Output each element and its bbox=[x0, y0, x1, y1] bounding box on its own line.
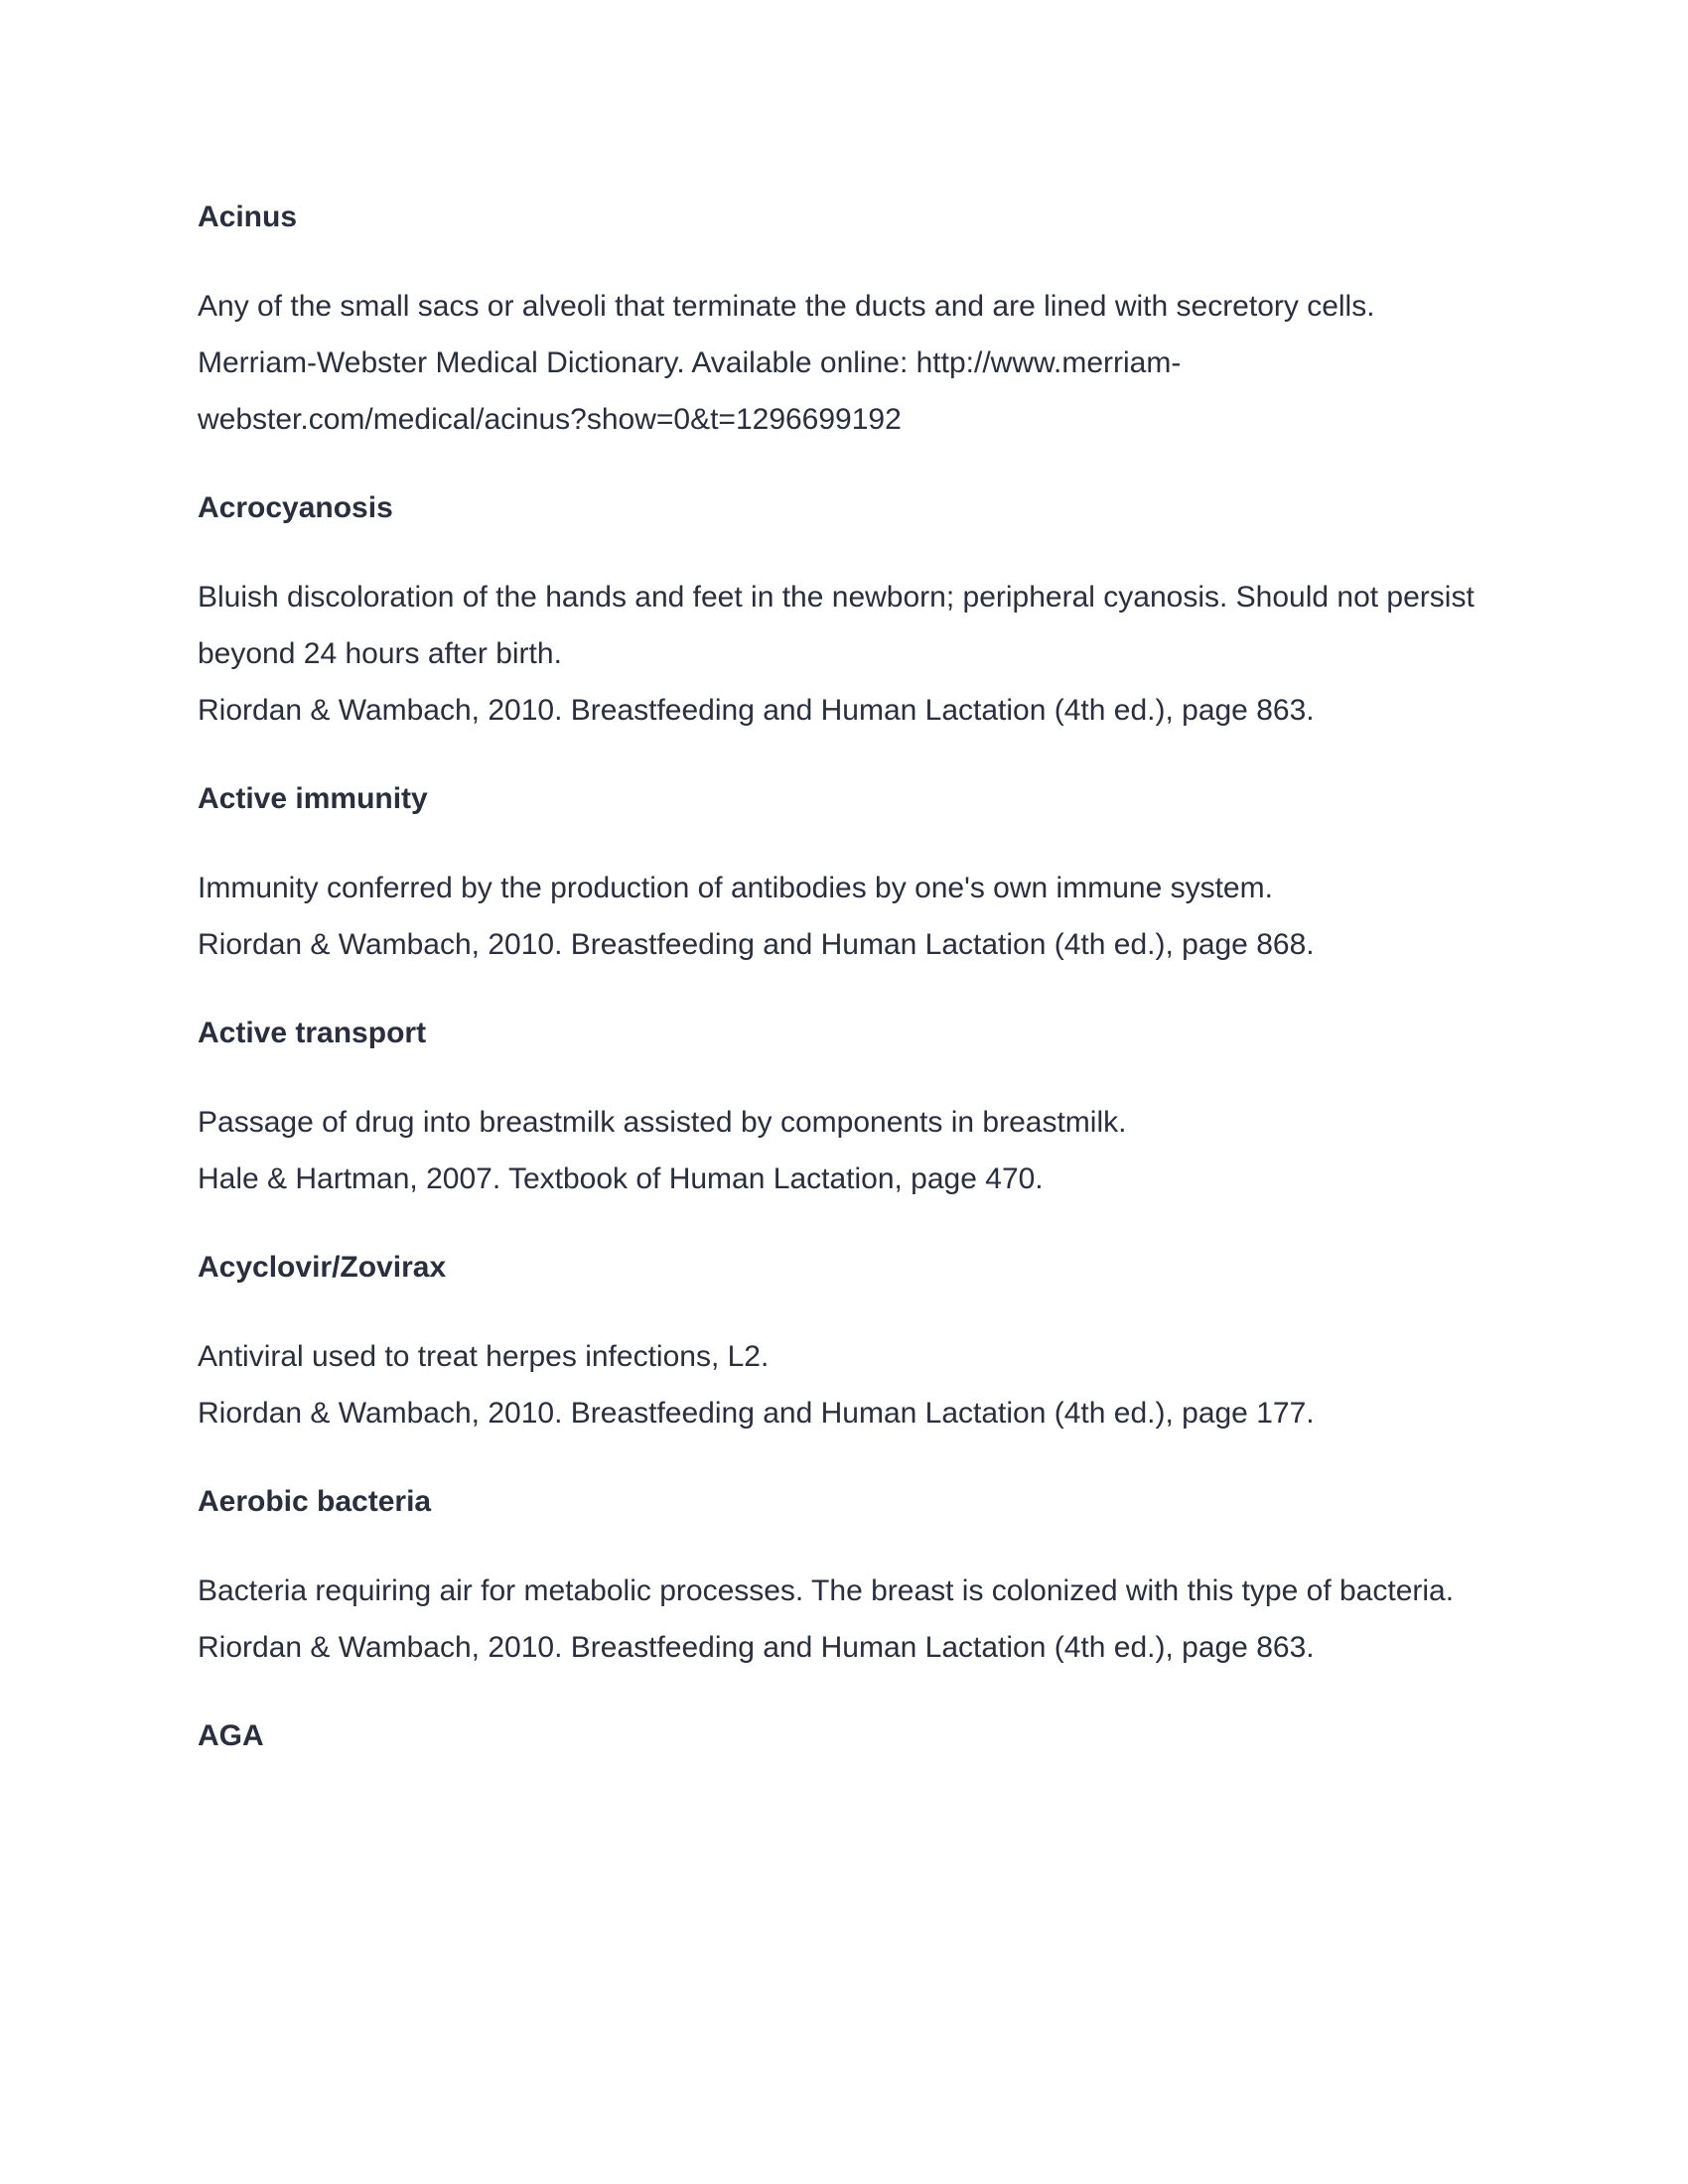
glossary-entry-aga bbox=[198, 1707, 1478, 1764]
term-heading: Acrocyanosis bbox=[198, 491, 393, 524]
glossary-entry-acinus bbox=[198, 189, 1478, 448]
term-heading: Aerobic bacteria bbox=[198, 1485, 432, 1518]
glossary-page bbox=[198, 189, 1478, 1797]
term-definition: Immunity conferred by the production of antibodies by one's own immune system. bbox=[198, 872, 1273, 904]
term-source: Riordan & Wambach, 2010. Breastfeeding and Human Lactation (4th ed.), page 868. bbox=[198, 928, 1315, 961]
term-heading: Active immunity bbox=[198, 782, 428, 815]
glossary-entry-acrocyanosis bbox=[198, 479, 1478, 739]
term-source: Riordan & Wambach, 2010. Breastfeeding and Human Lactation (4th ed.), page 863. bbox=[198, 1631, 1315, 1664]
term-source: Hale & Hartman, 2007. Textbook of Human Lactation, page 470. bbox=[198, 1162, 1044, 1195]
term-source: Riordan & Wambach, 2010. Breastfeeding and Human Lactation (4th ed.), page 863. bbox=[198, 694, 1315, 727]
term-source: Merriam-Webster Medical Dictionary. Available online: http://www.merriam-webster.com/medical/acinus?show=0&t=1296699192 bbox=[198, 346, 1182, 436]
term-heading: AGA bbox=[198, 1719, 264, 1752]
term-heading: Active transport bbox=[198, 1017, 427, 1049]
term-definition: Antiviral used to treat herpes infections, L2. bbox=[198, 1340, 770, 1373]
term-definition: Bluish discoloration of the hands and feet in the newborn; peripheral cyanosis. Should not persist beyond 24 hours after birth. bbox=[198, 581, 1475, 670]
glossary-entry-active-immunity bbox=[198, 770, 1478, 973]
term-definition: Bacteria requiring air for metabolic processes. The breast is colonized with this type of bacteria. bbox=[198, 1574, 1455, 1607]
term-heading: Acinus bbox=[198, 201, 298, 233]
term-definition: Passage of drug into breastmilk assisted by components in breastmilk. bbox=[198, 1106, 1127, 1139]
glossary-entry-acyclovir bbox=[198, 1239, 1478, 1441]
glossary-entry-active-transport bbox=[198, 1005, 1478, 1207]
term-heading: Acyclovir/Zovirax bbox=[198, 1251, 447, 1284]
glossary-entry-aerobic-bacteria bbox=[198, 1473, 1478, 1676]
term-source: Riordan & Wambach, 2010. Breastfeeding and Human Lactation (4th ed.), page 177. bbox=[198, 1397, 1315, 1430]
term-definition: Any of the small sacs or alveoli that terminate the ducts and are lined with secretory cells. bbox=[198, 290, 1375, 323]
